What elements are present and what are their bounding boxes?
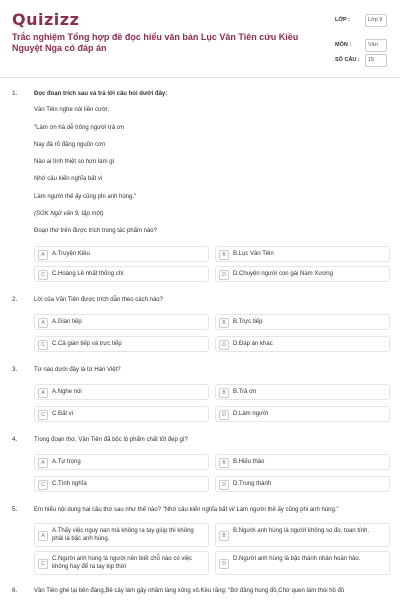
option-d[interactable]	[215, 476, 390, 492]
option-text: A.Nghe nói	[52, 389, 82, 395]
option-text: C.Hoàng Lê nhất thống chí	[52, 271, 124, 277]
option-text: A.Tự trọng	[52, 459, 81, 465]
option-text: A.Gián tiếp	[52, 319, 82, 325]
option-text: C.Bất vi	[52, 411, 74, 417]
option-b[interactable]	[215, 384, 390, 400]
option-letter: C	[38, 480, 48, 490]
question-prompt: Đoạn thơ trên được trích trong tác phẩm nào?	[34, 228, 157, 234]
question-text: Em hiểu nội dung hai câu thơ sau như thế nào? "Nhớ câu kiến nghĩa bất vi/ Làm người thế ấy cũng phi anh hùng."	[34, 507, 339, 513]
option-d[interactable]	[215, 406, 390, 422]
option-letter: A	[38, 458, 48, 468]
question-text: Lời của Vân Tiên được trích dẫn theo cách nào?	[34, 297, 163, 303]
question-number: 2.	[12, 296, 18, 303]
option-letter: B	[219, 531, 229, 541]
option-c[interactable]	[34, 406, 209, 422]
option-d[interactable]	[215, 266, 390, 282]
passage-line-2: "Làm ơn há dễ trông người trả ơn	[34, 125, 124, 131]
option-letter: D	[219, 270, 229, 280]
question-number: 3.	[12, 366, 18, 373]
quizizz-logo: Quizizz	[12, 10, 80, 29]
option-letter: A	[38, 250, 48, 260]
option-text: D.Làm người	[233, 411, 269, 417]
document-title: Trắc nghiệm Tổng hợp đề đọc hiểu văn bản Lục Vân Tiên cứu Kiều Nguyệt Nga có đáp án	[12, 32, 299, 53]
option-text: C.Cả gián tiếp và trực tiếp	[52, 341, 122, 347]
option-text: A.Truyện Kiều	[52, 251, 90, 257]
option-letter: D	[219, 340, 229, 350]
option-text: A.Thấy việc nguy nan mà không ra tay giúp thì không phải là bậc anh hùng.	[52, 528, 194, 542]
option-letter: D	[219, 410, 229, 420]
class-value: Lớp 9	[365, 14, 387, 27]
passage-line-4: Nào ai tính thiệt so hơn làm gì	[34, 159, 115, 165]
option-letter: C	[38, 410, 48, 420]
count-value: 15	[365, 54, 387, 67]
option-text: B.Trực tiếp	[233, 319, 263, 325]
option-b[interactable]	[215, 454, 390, 470]
option-c[interactable]	[34, 551, 209, 575]
passage-line-5: Nhớ câu kiến nghĩa bất vi	[34, 176, 103, 182]
option-text: B.Lục Vân Tiên	[233, 251, 274, 257]
option-a[interactable]	[34, 246, 209, 262]
option-b[interactable]	[215, 523, 390, 547]
option-letter: B	[219, 318, 229, 328]
question-number: 4.	[12, 436, 18, 443]
option-text: B.Hiếu thảo	[233, 459, 265, 465]
option-letter: C	[38, 559, 48, 569]
subject-value: Văn	[365, 39, 387, 52]
subject-label: MÔN :	[335, 42, 352, 48]
option-letter: B	[219, 458, 229, 468]
option-a[interactable]	[34, 523, 209, 547]
option-d[interactable]	[215, 336, 390, 352]
option-text: B.Người anh hùng là người không so đo, toan tính.	[233, 528, 369, 534]
option-letter: C	[38, 270, 48, 280]
option-text: C.Tình nghĩa	[52, 481, 87, 487]
option-letter: A	[38, 388, 48, 398]
question-text: Vân Tiên ghé lại bên đàng,Bẻ cây làm gậy nhằm làng xông vô.Kêu rằng: "Bớ đảng hung đồ,Chớ quen làm thói hồ đồ	[34, 588, 345, 594]
option-letter: B	[219, 388, 229, 398]
document-header	[0, 0, 400, 78]
option-a[interactable]	[34, 384, 209, 400]
option-text: D.Trung thành	[233, 481, 272, 487]
question-number: 6.	[12, 587, 18, 594]
option-a[interactable]	[34, 454, 209, 470]
option-text: D.Chuyện người con gái Nam Xương	[233, 271, 333, 277]
count-label: SỐ CÂU :	[335, 57, 360, 63]
passage-line-3: Nay đà rõ đặng nguồn cơn	[34, 142, 106, 148]
option-letter: C	[38, 340, 48, 350]
passage-line-1: Vân Tiên nghe nói liền cười:	[34, 107, 109, 113]
passage-source: (SGK Ngữ văn 9, tập một)	[34, 211, 104, 217]
option-a[interactable]	[34, 314, 209, 330]
question-text: Trong đoạn thơ, Vân Tiên đã bộc lộ phẩm chất tốt đẹp gì?	[34, 437, 188, 443]
option-c[interactable]	[34, 266, 209, 282]
option-text: D.Người anh hùng là bậc thành nhân hoàn hảo.	[233, 556, 361, 562]
option-letter: D	[219, 480, 229, 490]
question-number: 1.	[12, 90, 18, 97]
option-text: C.Người anh hùng là người nên biết chỗ nào có việc không hay để ra tay kịp thời	[52, 556, 192, 570]
question-number: 5.	[12, 506, 18, 513]
question-text: Từ nào dưới đây là từ Hán Việt?	[34, 367, 121, 373]
question-text: Đọc đoạn trích sau và trả lời câu hỏi dưới đây:	[34, 91, 168, 97]
passage-line-6: Làm người thế ấy cũng phi anh hùng."	[34, 194, 137, 200]
class-label: LỚP :	[335, 17, 350, 23]
option-c[interactable]	[34, 476, 209, 492]
option-letter: A	[38, 531, 48, 541]
option-text: B.Trả ơn	[233, 389, 257, 395]
option-b[interactable]	[215, 246, 390, 262]
option-letter: B	[219, 250, 229, 260]
option-d[interactable]	[215, 551, 390, 575]
option-text: D.Đáp án khác	[233, 341, 273, 347]
option-c[interactable]	[34, 336, 209, 352]
option-b[interactable]	[215, 314, 390, 330]
option-letter: D	[219, 559, 229, 569]
option-letter: A	[38, 318, 48, 328]
